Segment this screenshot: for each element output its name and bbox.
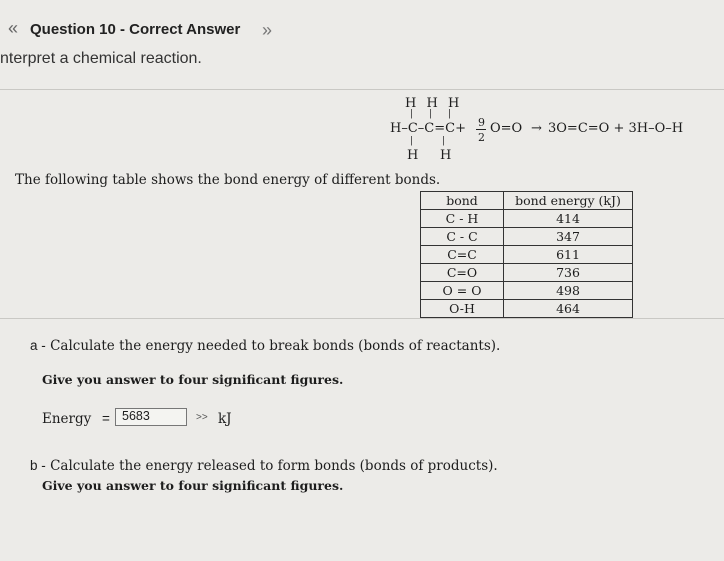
- table-row: [421, 264, 633, 282]
- part-a-text: Calculate the energy needed to break bonds (bonds of reactants).: [50, 338, 501, 354]
- fraction-denominator: 2: [478, 131, 485, 144]
- table-row: [421, 300, 633, 318]
- bond-energy-table: [420, 191, 633, 318]
- previous-question-icon[interactable]: «: [8, 18, 19, 38]
- fraction-bar: [476, 129, 486, 130]
- oxygen-molecule: O=O: [490, 121, 523, 136]
- energy-unit: kJ: [218, 411, 232, 427]
- reaction-main-chain: H–C–C=C+: [390, 121, 466, 136]
- column-header: bond energy (kJ): [504, 192, 633, 210]
- bond-cell: C=O: [421, 264, 504, 282]
- reaction-bottom-hydrogen: H: [407, 148, 419, 163]
- energy-cell: 736: [504, 264, 633, 282]
- table-row: [421, 228, 633, 246]
- reaction-products: 3O=C=O + 3H–O–H: [548, 121, 684, 136]
- reaction-top-hydrogens: H H H: [405, 96, 463, 111]
- part-b-question: [30, 458, 498, 474]
- table-row: [421, 246, 633, 264]
- part-b-note: Give you answer to four significant figures.: [42, 478, 344, 493]
- reaction-bottom-hydrogen: H: [440, 148, 452, 163]
- bond-cell: O = O: [421, 282, 504, 300]
- question-title: Question 10 - Correct Answer: [30, 21, 241, 38]
- bond-lines-top: |||: [410, 109, 468, 119]
- energy-label: Energy: [42, 411, 92, 427]
- table-row: [421, 282, 633, 300]
- energy-cell: 498: [504, 282, 633, 300]
- energy-cell: 464: [504, 300, 633, 318]
- divider: [0, 318, 724, 319]
- part-a-letter: a -: [30, 338, 46, 353]
- equals-sign: =: [102, 411, 110, 426]
- bond-cell: O-H: [421, 300, 504, 318]
- bond-cell: C - C: [421, 228, 504, 246]
- double-chevron-icon: >>: [196, 412, 208, 423]
- question-subtitle: nterpret a chemical reaction.: [0, 50, 202, 67]
- next-question-icon[interactable]: »: [262, 20, 273, 40]
- fraction-numerator: 9: [478, 116, 485, 129]
- divider: [0, 89, 724, 90]
- energy-cell: 611: [504, 246, 633, 264]
- energy-answer-input[interactable]: [115, 408, 187, 426]
- part-b-text: Calculate the energy released to form bonds (bonds of products).: [50, 458, 498, 474]
- bond-line-bottom: |: [410, 136, 414, 146]
- bond-cell: C - H: [421, 210, 504, 228]
- column-header: bond: [421, 192, 504, 210]
- energy-answer-value: 5683: [122, 409, 150, 423]
- part-b-letter: b -: [30, 458, 46, 473]
- table-intro: The following table shows the bond energy of different bonds.: [15, 172, 441, 188]
- table-row: [421, 210, 633, 228]
- part-a-note: Give you answer to four significant figures.: [42, 372, 344, 387]
- part-a-question: [30, 338, 500, 354]
- energy-cell: 414: [504, 210, 633, 228]
- reaction-arrow: →: [531, 121, 542, 136]
- energy-cell: 347: [504, 228, 633, 246]
- question-header: [0, 0, 724, 52]
- chemical-reaction: [390, 96, 690, 168]
- table-header-row: [421, 192, 633, 210]
- bond-line-bottom: |: [442, 136, 446, 146]
- bond-cell: C=C: [421, 246, 504, 264]
